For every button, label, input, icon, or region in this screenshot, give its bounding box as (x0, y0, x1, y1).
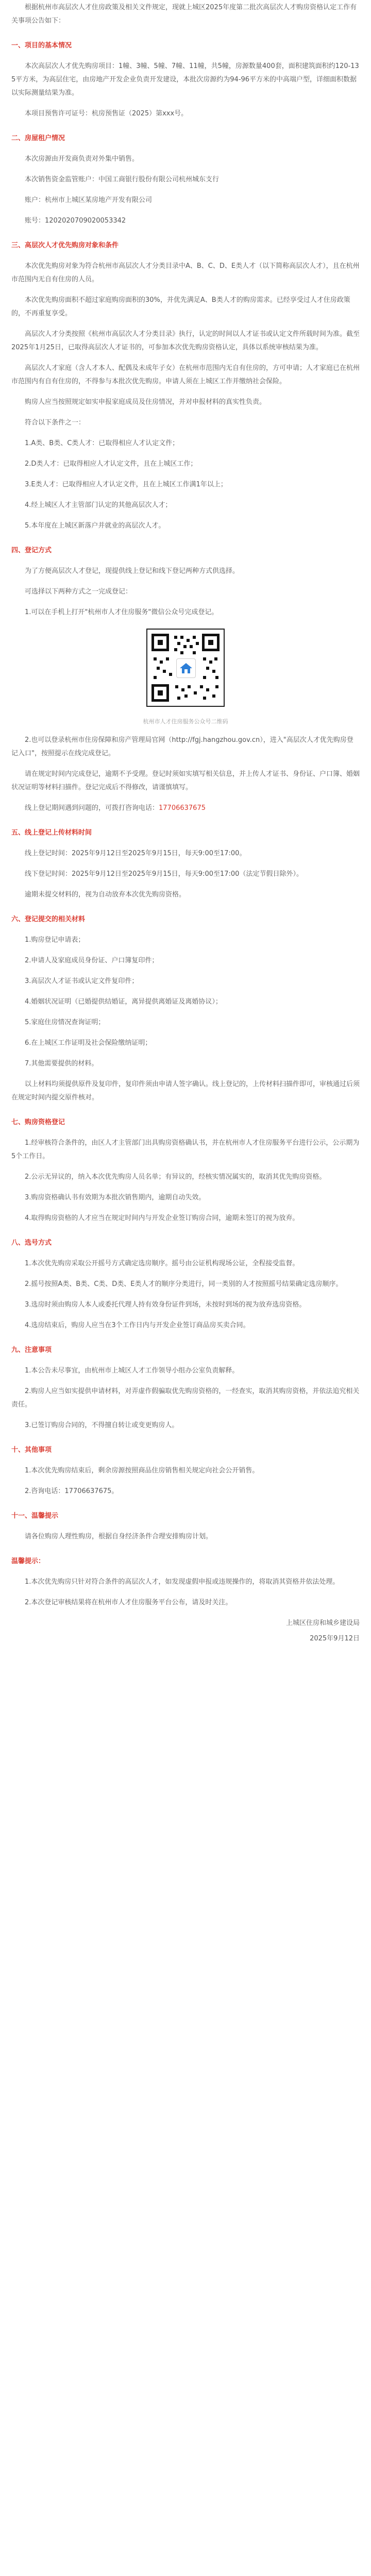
section-9-p2: 2.购房人应当如实提供申请材料，对弄虚作假骗取优先购房资格的，一经查实，取消其购房资格，并依法追究相关责任。 (11, 1387, 360, 1409)
section-1-p2: 本项目预售许可证号：杭房预售证（2025）第xxx号。 (25, 110, 188, 117)
section-5-p1: 线上登记时间：2025年9月12日至2025年9月15日，每天9:00至17:00。 (25, 850, 246, 857)
section-11-p1: 请各位购房人理性购房，根据自身经济条件合理安排购房计划。 (25, 1533, 213, 1540)
notes-p1: 1.本次优先购房只针对符合条件的高层次人才，如发现虚假申报或违规操作的，将取消其资格并依法处理。 (25, 1578, 340, 1586)
section-3-p5: 购房人应当按照规定如实申报家庭成员及住房情况，并对申报材料的真实性负责。 (25, 398, 266, 406)
section-6-item-7: 7.其他需要提供的材料。 (25, 1060, 98, 1067)
qr-finder-bottom-left (151, 684, 169, 702)
consult-phone[interactable]: 17706637675 (159, 804, 206, 812)
section-2-title: 二、房屋租户情况 (11, 134, 65, 142)
section-2-p3: 账户：杭州市上城区某房地产开发有限公司 (25, 196, 153, 204)
notes-title: 温馨提示： (11, 1557, 45, 1565)
section-7-p1: 1.经审核符合条件的，由区人才主管部门出具购房资格确认书，并在杭州市人才住房服务平台进行公示，公示期为5个工作日。 (11, 1139, 360, 1160)
section-4-p1: 为了方便高层次人才登记，现提供线上登记和线下登记两种方式供选择。 (25, 567, 240, 575)
section-7-p4: 4.取得购房资格的人才应当在规定时间内与开发企业签订购房合同，逾期未签订的视为放弃。 (25, 1214, 299, 1222)
section-10-p2: 2.咨询电话：17706637675。 (25, 1487, 119, 1495)
section-3a-title: 符合以下条件之一： (25, 419, 86, 427)
section-2-p1: 本次房源由开发商负责对外集中销售。 (25, 155, 139, 163)
section-9-p1: 1.本公告未尽事宜，由杭州市上城区人才工作领导小组办公室负责解释。 (25, 1367, 239, 1375)
section-6-p1: 以上材料均须提供原件及复印件，复印件须由申请人签字确认。线上登记的，上传材料扫描件即可，审核通过后须在规定时间内提交原件核对。 (11, 1080, 360, 1101)
section-3-p2: 本次优先购房面积不超过家庭购房面积的30%，并优先满足A、B类人才的购房需求。已经享受过人才住房政策的，不再重复享受。 (11, 296, 350, 317)
section-9-p3: 3.已签订购房合同的，不得擅自转让或变更购房人。 (25, 1421, 179, 1429)
footer-org: 上城区住房和城乡建设局 (285, 1619, 360, 1627)
section-5-p3: 逾期未提交材料的，视为自动放弃本次优先购房资格。 (25, 891, 186, 899)
section-6-title: 六、登记提交的相关材料 (11, 916, 86, 923)
section-4-p6 (11, 802, 360, 815)
qr-caption: 杭州市人才住房服务公众号二维码 (143, 718, 228, 725)
section-10-title: 十、其他事项 (11, 1446, 52, 1454)
section-11-title: 十一、温馨提示 (11, 1512, 59, 1520)
section-8-title: 八、选号方式 (11, 1239, 52, 1247)
section-4-p4: 2.也可以登录杭州市住房保障和房产管理局官网（http://fgj.hangzhou.gov.cn），进入"高层次人才优先购房登记入口"，按照提示在线完成登记。 (11, 736, 353, 757)
section-1-p1: 本次高层次人才优先购房项目：1幢、3幢、5幢、7幢、11幢，共5幢，房源数量400套，面积建筑面积约120-135平方米，为高层住宅，由房地产开发企业负责开发建设，本批次房源约为94-96平方米的中高端户型，详细面积数据以实际测量结果为准。 (11, 62, 359, 97)
section-3a-item-2: 2.D类人才：已取得相应人才认定文件，且在上城区工作； (25, 460, 197, 468)
section-6-item-1: 1.购房登记申请表； (25, 936, 85, 944)
intro-paragraph: 根据杭州市高层次人才住房政策及相关文件规定，现就上城区2025年度第二批次高层次人才购房资格认定工作有关事项公告如下： (11, 4, 357, 25)
qr-finder-top-right (202, 634, 220, 651)
section-5-title: 五、线上登记上传材料时间 (11, 829, 92, 837)
section-7-p3: 3.购房资格确认书有效期为本批次销售期内，逾期自动失效。 (25, 1194, 206, 1201)
footer-date: 2025年9月12日 (310, 1635, 360, 1642)
section-4-p5: 请在规定时间内完成登记，逾期不予受理。登记时须如实填写相关信息，并上传人才证书、身份证、户口簿、婚姻状况证明等材料扫描件。登记完成后不得修改，请谨慎填写。 (11, 770, 360, 791)
section-6-item-6: 6.在上城区工作证明及社会保险缴纳证明； (25, 1039, 152, 1047)
qr-code-image[interactable] (146, 629, 225, 707)
house-logo-icon (176, 658, 196, 678)
qr-finder-top-left (151, 634, 169, 651)
section-1-title: 一、项目的基本情况 (11, 42, 72, 49)
section-8-p3: 3.选房时须由购房人本人或委托代理人持有效身份证件到场，未按时到场的视为放弃选房资格。 (25, 1301, 306, 1309)
section-6-item-2: 2.申请人及家庭成员身份证、户口簿复印件； (25, 957, 159, 964)
section-4-title: 四、登记方式 (11, 547, 52, 554)
section-2-p2: 本次销售资金监管账户：中国工商银行股份有限公司杭州城东支行 (25, 176, 220, 183)
section-3-p1: 本次优先购房对象为符合杭州市高层次人才分类目录中A、B、C、D、E类人才（以下简称高层次人才），且在杭州市范围内无自有住房的人员。 (11, 262, 360, 283)
qr-code-block (11, 629, 360, 728)
section-3a-item-4: 4.经上城区人才主管部门认定的其他高层次人才； (25, 501, 172, 509)
section-6-item-5: 5.家庭住房情况查询证明； (25, 1019, 105, 1026)
notes-p2: 2.本次登记审核结果将在杭州市人才住房服务平台公布，请及时关注。 (25, 1599, 232, 1606)
section-3a-item-5: 5.本年度在上城区新落户并就业的高层次人才。 (25, 522, 165, 530)
section-2-p4: 账号：1202020709020053342 (25, 217, 126, 225)
section-8-p2: 2.摇号按照A类、B类、C类、D类、E类人才的顺序分类进行，同一类别的人才按照摇号结果确定选房顺序。 (25, 1280, 343, 1288)
section-8-p1: 1.本次优先购房采取公开摇号方式确定选房顺序。摇号由公证机构现场公证，全程接受监督。 (25, 1260, 299, 1267)
section-6-item-4: 4.婚姻状况证明（已婚提供结婚证，离异提供离婚证及离婚协议）； (25, 998, 222, 1006)
section-3-title: 三、高层次人才优先购房对象和条件 (11, 242, 119, 249)
section-6-item-3: 3.高层次人才证书或认定文件复印件； (25, 977, 139, 985)
section-3-p4: 高层次人才家庭（含人才本人、配偶及未成年子女）在杭州市范围内无自有住房的，方可申请；人才家庭已在杭州市范围内有自有住房的，不得参与本批次优先购房。申请人须在上城区工作并缴纳社会保险。 (11, 364, 360, 385)
section-5-p2: 线下登记时间：2025年9月12日至2025年9月15日，每天9:00至17:00（法定节假日除外）。 (25, 870, 303, 878)
section-3a-item-3: 3.E类人才：已取得相应人才认定文件，且在上城区工作满1年以上； (25, 481, 227, 488)
section-4-p2: 可选择以下两种方式之一完成登记： (25, 588, 132, 596)
consult-label: 线上登记期间遇到问题的，可拨打咨询电话： (25, 804, 159, 812)
section-9-title: 九、注意事项 (11, 1346, 52, 1354)
section-8-p4: 4.选房结束后，购房人应当在3个工作日内与开发企业签订商品房买卖合同。 (25, 1321, 250, 1329)
section-10-p1: 1.本次优先购房结束后，剩余房源按照商品住房销售相关规定向社会公开销售。 (25, 1467, 259, 1475)
section-7-p2: 2.公示无异议的，纳入本次优先购房人员名单；有异议的，经核实情况属实的，取消其优先购房资格。 (25, 1173, 326, 1181)
section-3a-item-1: 1.A类、B类、C类人才：已取得相应人才认定文件； (25, 439, 179, 447)
section-7-title: 七、购房资格登记 (11, 1118, 65, 1126)
section-4-p3: 1.可以在手机上打开"杭州市人才住房服务"微信公众号完成登记。 (25, 608, 218, 616)
section-3-p3: 高层次人才分类按照《杭州市高层次人才分类目录》执行，认定的时间以人才证书或认定文件所载时间为准。截至2025年1月25日，已取得高层次人才证书的，可参加本次优先购房资格认定，具体以系统审核结果为准。 (11, 330, 360, 351)
